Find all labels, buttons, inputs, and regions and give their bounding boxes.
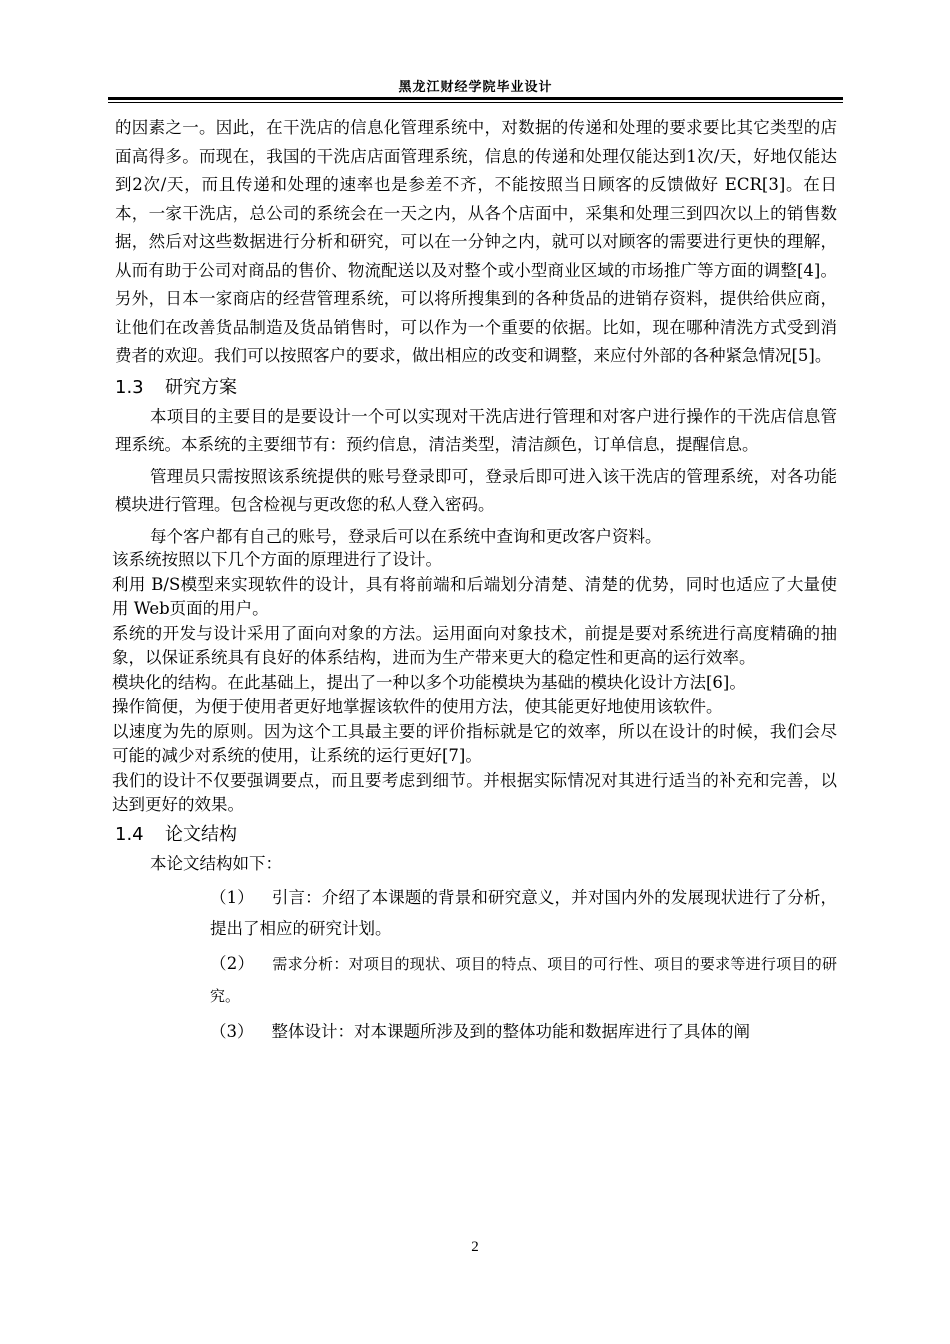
principle-item: 模块化的结构。在此基础上，提出了一种以多个功能模块为基础的模块化设计方法[6]。: [112, 672, 746, 692]
header-rule-thin: [108, 102, 843, 103]
principles-list: [112, 548, 837, 818]
principle-item: 该系统按照以下几个方面的原理进行了设计。: [112, 550, 442, 569]
principle-item: 以速度为先的原则。因为这个工具最主要的评价指标就是它的效率，所以在设计的时候，我们会尽可能的减少对系统的使用，让系统的运行更好[7]。: [112, 721, 837, 765]
header-rule-thick: [108, 97, 843, 100]
structure-item: [210, 1016, 837, 1047]
principle-item: 系统的开发与设计采用了面向对象的方法。运用面向对象技术，前提是要对系统进行高度精确的抽象，以保证系统具有良好的体系结构，进而为生产带来更大的稳定性和更高的运行效率。: [112, 623, 837, 667]
item-label: （1）: [210, 888, 254, 907]
section-title: 论文结构: [165, 823, 237, 845]
section-number: 1.4: [115, 823, 144, 845]
section-heading-1-3: [115, 373, 837, 403]
item-label: （2）: [210, 954, 255, 973]
paragraph: 管理员只需按照该系统提供的账号登录即可，登录后即可进入该干洗店的管理系统，对各功能模块进行管理。包含检视与更改您的私人登入密码。: [115, 466, 837, 514]
paragraph: 每个客户都有自己的账号，登录后可以在系统中查询和更改客户资料。: [150, 526, 662, 546]
section-title: 研究方案: [165, 376, 237, 398]
intro-paragraph: 的因素之一。因此，在干洗店的信息化管理系统中，对数据的传递和处理的要求要比其它类型的店面高得多。而现在，我国的干洗店店面管理系统，信息的传递和处理仅能达到1次/天，好地仅能达到2次/天，而且传递和处理的速率也是参差不齐，不能按照当日顾客的反馈做好 ECR[3]。在日本，一家干洗店，总公司的系统会在一天之内，从各个店面中，采集和处理三到四次以上的销售数据，然后对这些数据进行分析和研究，可以在一分钟之内，就可以对顾客的需要进行更快的理解，从而有助于公司对商品的售价、物流配送以及对整个或小型商业区域的市场推广等方面的调整[4]。另外，日本一家商店的经营管理系统，可以将所搜集到的各种货品的进销存资料，提供给供应商，让他们在改善货品制造及货品销售时，可以作为一个重要的依据。比如，现在哪种清洗方式受到消费者的欢迎。我们可以按照客户的要求，做出相应的改变和调整，来应付外部的各种紧急情况[5]。: [115, 118, 837, 365]
item-label: （3）: [210, 1022, 254, 1041]
page-header: 黑龙江财经学院毕业设计: [398, 80, 553, 95]
page-body: [112, 114, 837, 1047]
structure-item: [210, 948, 837, 1012]
item-text: 整体设计：对本课题所涉及到的整体功能和数据库进行了具体的阐: [271, 1022, 750, 1041]
principle-item: 利用 B/S模型来实现软件的设计，具有将前端和后端划分清楚、清楚的优势，同时也适应了大量使用 Web页面的用户。: [112, 574, 837, 618]
principle-item: 操作简便，为便于使用者更好地掌握该软件的使用方法，使其能更好地使用该软件。: [112, 697, 723, 716]
section-heading-1-4: [115, 820, 837, 850]
structure-item: [210, 882, 837, 944]
item-text: 引言：介绍了本课题的背景和研究意义，并对国内外的发展现状进行了分析，提出了相应的研究计划。: [210, 888, 837, 938]
page-number: 2: [471, 1239, 479, 1255]
section-lead: 本论文结构如下：: [150, 853, 282, 873]
paragraph: 本项目的主要目的是要设计一个可以实现对干洗店进行管理和对客户进行操作的干洗店信息管理系统。本系统的主要细节有：预约信息，清洁类型，清洁颜色，订单信息，提醒信息。: [115, 406, 837, 454]
section-number: 1.3: [115, 376, 144, 398]
principle-item: 我们的设计不仅要强调要点，而且要考虑到细节。并根据实际情况对其进行适当的补充和完善，以达到更好的效果。: [112, 770, 837, 814]
item-text: 需求分析：对项目的现状、项目的特点、项目的可行性、项目的要求等进行项目的研究。: [210, 955, 837, 1005]
